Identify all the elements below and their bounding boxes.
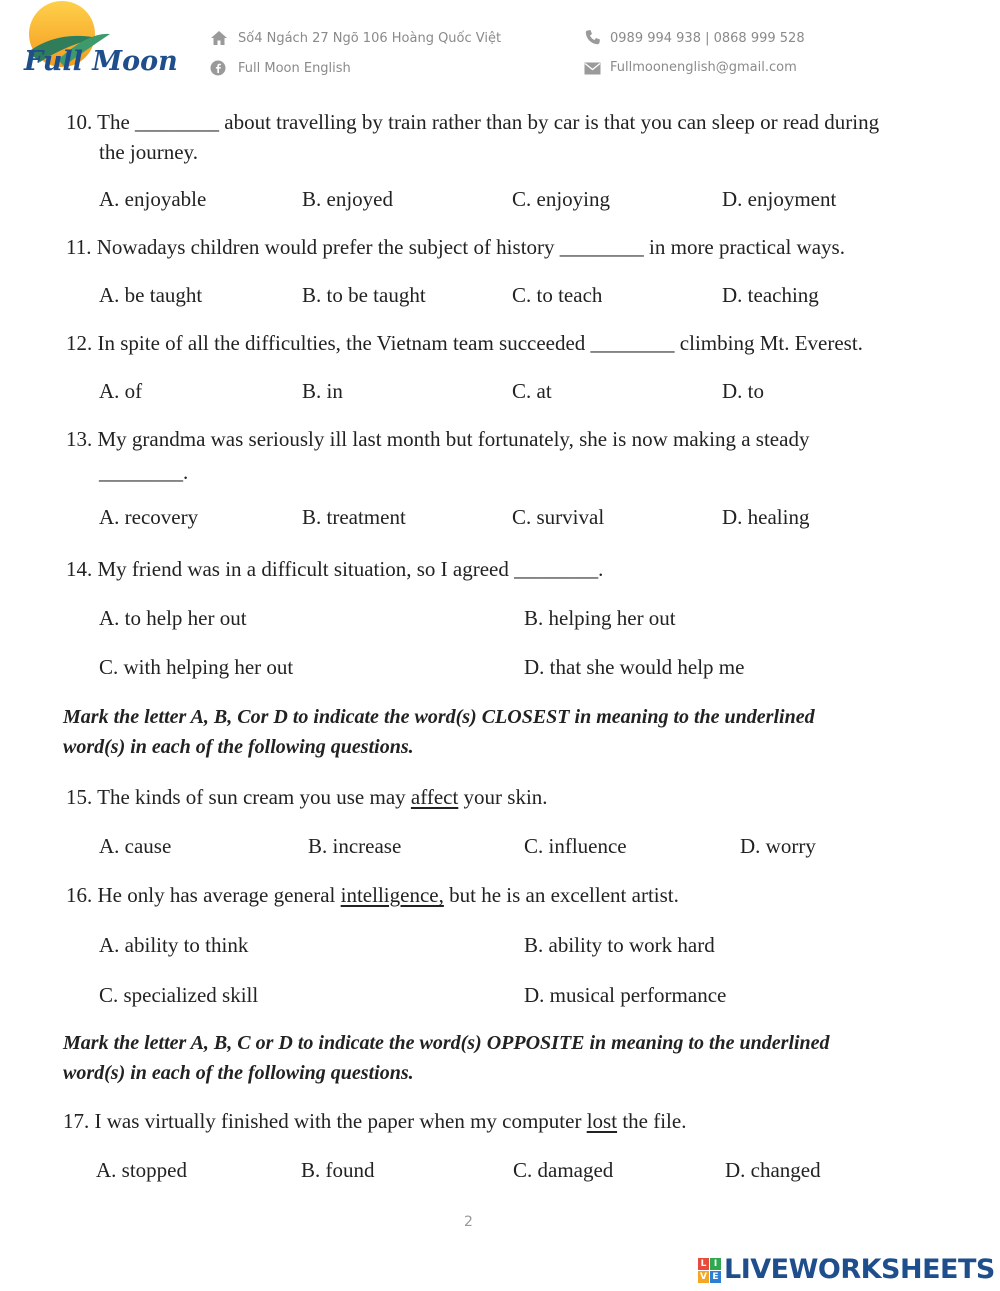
facebook-icon [210, 60, 226, 76]
email-icon [584, 62, 601, 75]
question-14 [66, 554, 946, 584]
option-d[interactable]: D. teaching [722, 283, 819, 307]
logo-text: Full Moon [24, 46, 178, 77]
home-icon [210, 30, 228, 46]
option-d[interactable]: D. enjoyment [722, 187, 837, 211]
question-number: 14. [66, 557, 93, 581]
liveworksheets-icon [698, 1258, 722, 1284]
question-text: Nowadays children would prefer the subject of history ________ in more practical ways. [96, 235, 845, 259]
option-c[interactable]: C. at [512, 379, 552, 403]
question-text-after: the file. [617, 1109, 687, 1133]
option-c[interactable]: C. influence [524, 834, 627, 858]
liveworksheets-brand[interactable]: LIVEWORKSHEETS [724, 1254, 995, 1285]
instruction-line: word(s) in each of the following questions. [63, 1062, 414, 1084]
option-d[interactable]: D. to [722, 379, 764, 403]
option-a[interactable]: A. of [99, 379, 143, 403]
option-b[interactable]: B. enjoyed [302, 187, 393, 211]
option-a[interactable]: A. to help her out [99, 606, 247, 630]
facebook-text: Full Moon English [238, 61, 351, 76]
question-15 [66, 782, 946, 812]
question-text-after: your skin. [458, 785, 548, 809]
phone-icon [584, 29, 601, 46]
instruction-closest [63, 702, 943, 762]
option-b[interactable]: B. ability to work hard [524, 933, 715, 957]
question-number: 15. [66, 785, 93, 809]
option-c[interactable]: C. to teach [512, 283, 603, 307]
icon-letter: E [710, 1271, 721, 1283]
option-d[interactable]: D. changed [725, 1158, 821, 1182]
option-b[interactable]: B. in [302, 379, 343, 403]
question-13-continuation: ________. [99, 460, 189, 484]
question-number: 10. [66, 110, 93, 134]
question-16 [66, 880, 946, 910]
option-c[interactable]: C. enjoying [512, 187, 610, 211]
address-text: Số4 Ngách 27 Ngõ 106 Hoàng Quốc Việt [238, 31, 502, 46]
question-text: My grandma was seriously ill last month but fortunately, she is now making a steady [97, 427, 810, 451]
option-a[interactable]: A. recovery [99, 505, 199, 529]
underlined-word: lost [586, 1109, 618, 1133]
question-text: The kinds of sun cream you use may [97, 785, 411, 809]
option-a[interactable]: A. stopped [96, 1158, 187, 1182]
option-d[interactable]: D. musical performance [524, 983, 727, 1007]
question-number: 13. [66, 427, 93, 451]
option-b[interactable]: B. helping her out [524, 606, 676, 630]
question-12 [66, 328, 956, 358]
option-a[interactable]: A. enjoyable [99, 187, 207, 211]
option-c[interactable]: C. survival [512, 505, 605, 529]
phone-text: 0989 994 938 | 0868 999 528 [610, 31, 805, 46]
icon-letter: I [710, 1258, 721, 1270]
question-13 [66, 424, 946, 454]
question-10-continuation: the journey. [99, 140, 198, 164]
question-number: 17. [63, 1109, 90, 1133]
question-number: 11. [66, 235, 92, 259]
instruction-line: word(s) in each of the following questions. [63, 736, 414, 758]
question-text: My friend was in a difficult situation, so I agreed ________. [97, 557, 604, 581]
option-d[interactable]: D. healing [722, 505, 810, 529]
option-a[interactable]: A. ability to think [99, 933, 249, 957]
question-text: In spite of all the difficulties, the Vietnam team succeeded ________ climbing Mt. Everest. [97, 331, 863, 355]
question-text: I was virtually finished with the paper when my computer [94, 1109, 587, 1133]
question-text: He only has average general [97, 883, 341, 907]
email-text: Fullmoonenglish@gmail.com [610, 60, 797, 75]
option-b[interactable]: B. found [301, 1158, 375, 1182]
instruction-line: Mark the letter A, B, Cor D to indicate the word(s) CLOSEST in meaning to the underlined [63, 706, 815, 728]
option-a[interactable]: A. cause [99, 834, 172, 858]
question-text: The ________ about travelling by train rather than by car is that you can sleep or read during [97, 110, 880, 134]
option-c[interactable]: C. damaged [513, 1158, 614, 1182]
instruction-line: Mark the letter A, B, C or D to indicate the word(s) OPPOSITE in meaning to the underlined [63, 1032, 830, 1054]
option-b[interactable]: B. to be taught [302, 283, 426, 307]
question-text-after: but he is an excellent artist. [443, 883, 679, 907]
question-11 [66, 232, 946, 262]
option-b[interactable]: B. treatment [302, 505, 406, 529]
question-10 [66, 107, 946, 137]
option-d[interactable]: D. worry [740, 834, 816, 858]
underlined-word: affect [410, 785, 459, 809]
instruction-opposite [63, 1028, 943, 1088]
option-b[interactable]: B. increase [308, 834, 402, 858]
page-number: 2 [464, 1214, 473, 1230]
underlined-word: intelligence, [340, 883, 444, 907]
question-17 [63, 1106, 943, 1136]
option-d[interactable]: D. that she would help me [524, 655, 745, 679]
option-c[interactable]: C. with helping her out [99, 655, 294, 679]
question-number: 16. [66, 883, 93, 907]
icon-letter: L [698, 1258, 709, 1270]
option-a[interactable]: A. be taught [99, 283, 203, 307]
icon-letter: V [698, 1271, 709, 1283]
option-c[interactable]: C. specialized skill [99, 983, 259, 1007]
question-number: 12. [66, 331, 93, 355]
